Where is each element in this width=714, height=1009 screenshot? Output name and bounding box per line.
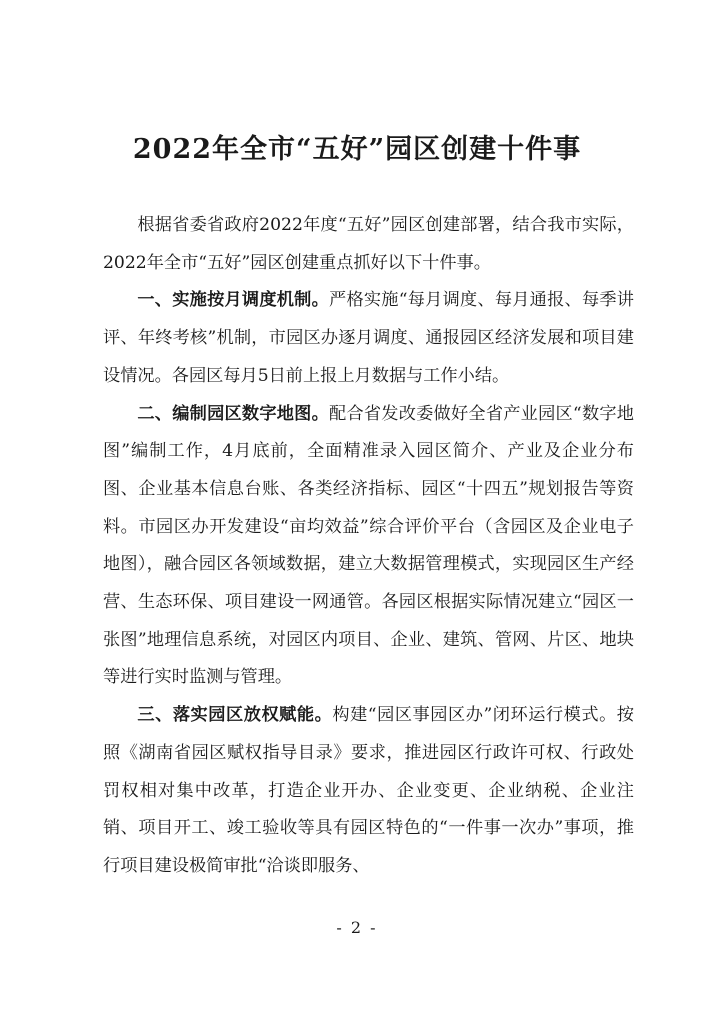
section-heading-2: 二、编制园区数字地图。 — [137, 403, 330, 424]
document-title: 2022年全市“五好”园区创建十件事 — [132, 134, 582, 165]
section-heading-3: 三、落实园区放权赋能。 — [137, 705, 333, 726]
page-number: - 2 - — [336, 918, 378, 937]
section-paragraph-2 — [103, 396, 634, 698]
section-paragraph-1 — [103, 282, 634, 395]
section-text-3: 构建“园区事园区办”闭环运行模式。按照《湖南省园区赋权指导目录》要求，推进园区行政许可权、行政处罚权相对集中改革，打造企业开办、企业变更、企业纳税、企业注销、项目开工、竣工验收等具有园区特色的“一件事一次办”事项，推行项目建设极简审批“洽谈即服务、 — [103, 705, 634, 876]
section-paragraph-3 — [103, 697, 634, 886]
document-body — [103, 207, 634, 886]
section-text-1: 严格实施“每月调度、每月通报、每季讲评、年终考核”机制，市园区办逐月调度、通报园区经济发展和项目建设情况。各园区每月5日前上报上月数据与工作小结。 — [103, 290, 634, 386]
intro-paragraph: 根据省委省政府2022年度“五好”园区创建部署，结合我市实际，2022年全市“五好”园区创建重点抓好以下十件事。 — [103, 215, 634, 273]
section-heading-1: 一、实施按月调度机制。 — [137, 290, 330, 311]
section-text-2: 配合省发改委做好全省产业园区“数字地图”编制工作，4月底前，全面精准录入园区简介、产业及企业分布图、企业基本信息台账、各类经济指标、园区“十四五”规划报告等资料。市园区办开发建设“亩均效益”综合评价平台（含园区及企业电子地图），融合园区各领域数据，建立大数据管理模式，实现园区生产经营、生态环保、项目建设一网通管。各园区根据实际情况建立“园区一张图”地理信息系统，对园区内项目、企业、建筑、管网、片区、地块等进行实时监测与管理。 — [103, 403, 634, 688]
